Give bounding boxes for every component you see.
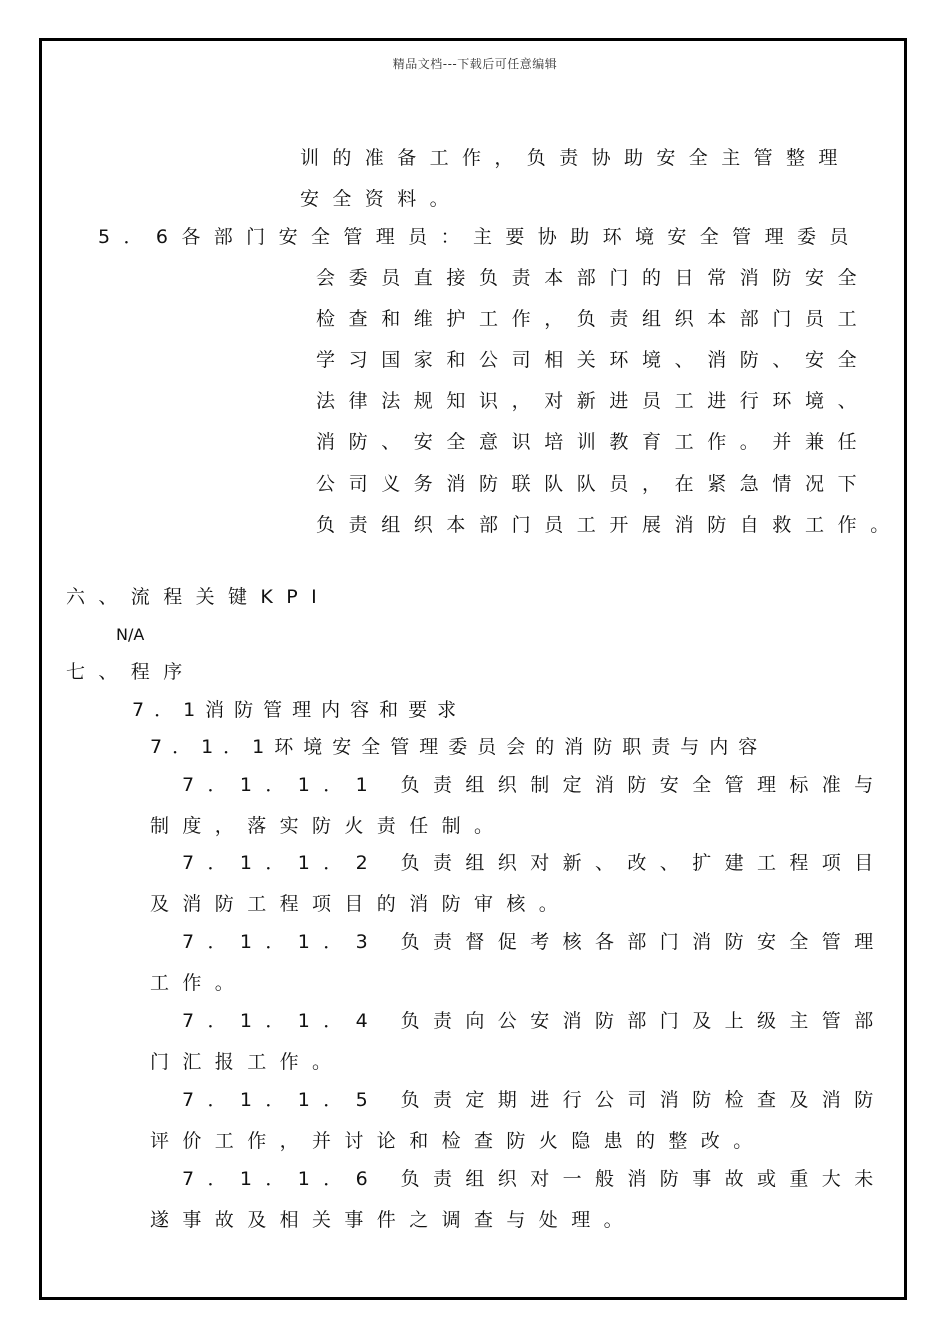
- text-line: 法律法规知识，对新进员工进行环境、: [316, 390, 871, 412]
- text-line: 工作。: [150, 972, 248, 994]
- text-line: 负责组织本部门员工开展消防自救工作。: [316, 514, 903, 536]
- page-header: 精品文档---下载后可任意编辑: [392, 57, 558, 71]
- text-line: 7．1．1．5 负责定期进行公司消防检查及消防: [182, 1089, 887, 1111]
- text-line: 及消防工程项目的消防审核。: [150, 893, 572, 915]
- text-line: 检查和维护工作，负责组织本部门员工: [316, 308, 871, 330]
- text-line: 制度，落实防火责任制。: [150, 815, 507, 837]
- text-line: 公司义务消防联队队员，在紧急情况下: [316, 473, 871, 495]
- text-line: 训的准备工作，负责协助安全主管整理: [300, 147, 851, 169]
- subsection-heading-7-1: 7．1消防管理内容和要求: [132, 699, 467, 721]
- text-line: 消防、安全意识培训教育工作。并兼任: [316, 431, 871, 453]
- text-line: 7．1．1．2 负责组织对新、改、扩建工程项目: [182, 852, 887, 874]
- section-heading-5-6: 5．6各部门安全管理员：主要协助环境安全管理委员: [98, 226, 862, 248]
- text-line: 7．1．1．3 负责督促考核各部门消防安全管理: [182, 931, 887, 953]
- text-line: 7．1．1．6 负责组织对一般消防事故或重大未: [182, 1168, 887, 1190]
- section-heading-6: 六、流程关键KPI: [66, 586, 331, 608]
- text-line: 安全资料。: [300, 188, 463, 210]
- text-line: 门汇报工作。: [150, 1051, 345, 1073]
- text-line: 学习国家和公司相关环境、消防、安全: [316, 349, 871, 371]
- subsection-heading-7-1-1: 7．1．1环境安全管理委员会的消防职责与内容: [150, 736, 768, 758]
- text-line: 评价工作，并讨论和检查防火隐患的整改。: [150, 1130, 766, 1152]
- text-line: 7．1．1．4 负责向公安消防部门及上级主管部: [182, 1010, 887, 1032]
- text-line: 7．1．1．1 负责组织制定消防安全管理标准与: [182, 774, 887, 796]
- text-line: 遂事故及相关事件之调查与处理。: [150, 1209, 637, 1231]
- section-heading-7: 七、程序: [66, 661, 196, 683]
- kpi-value: N/A: [116, 625, 145, 644]
- text-line: 会委员直接负责本部门的日常消防安全: [316, 267, 871, 289]
